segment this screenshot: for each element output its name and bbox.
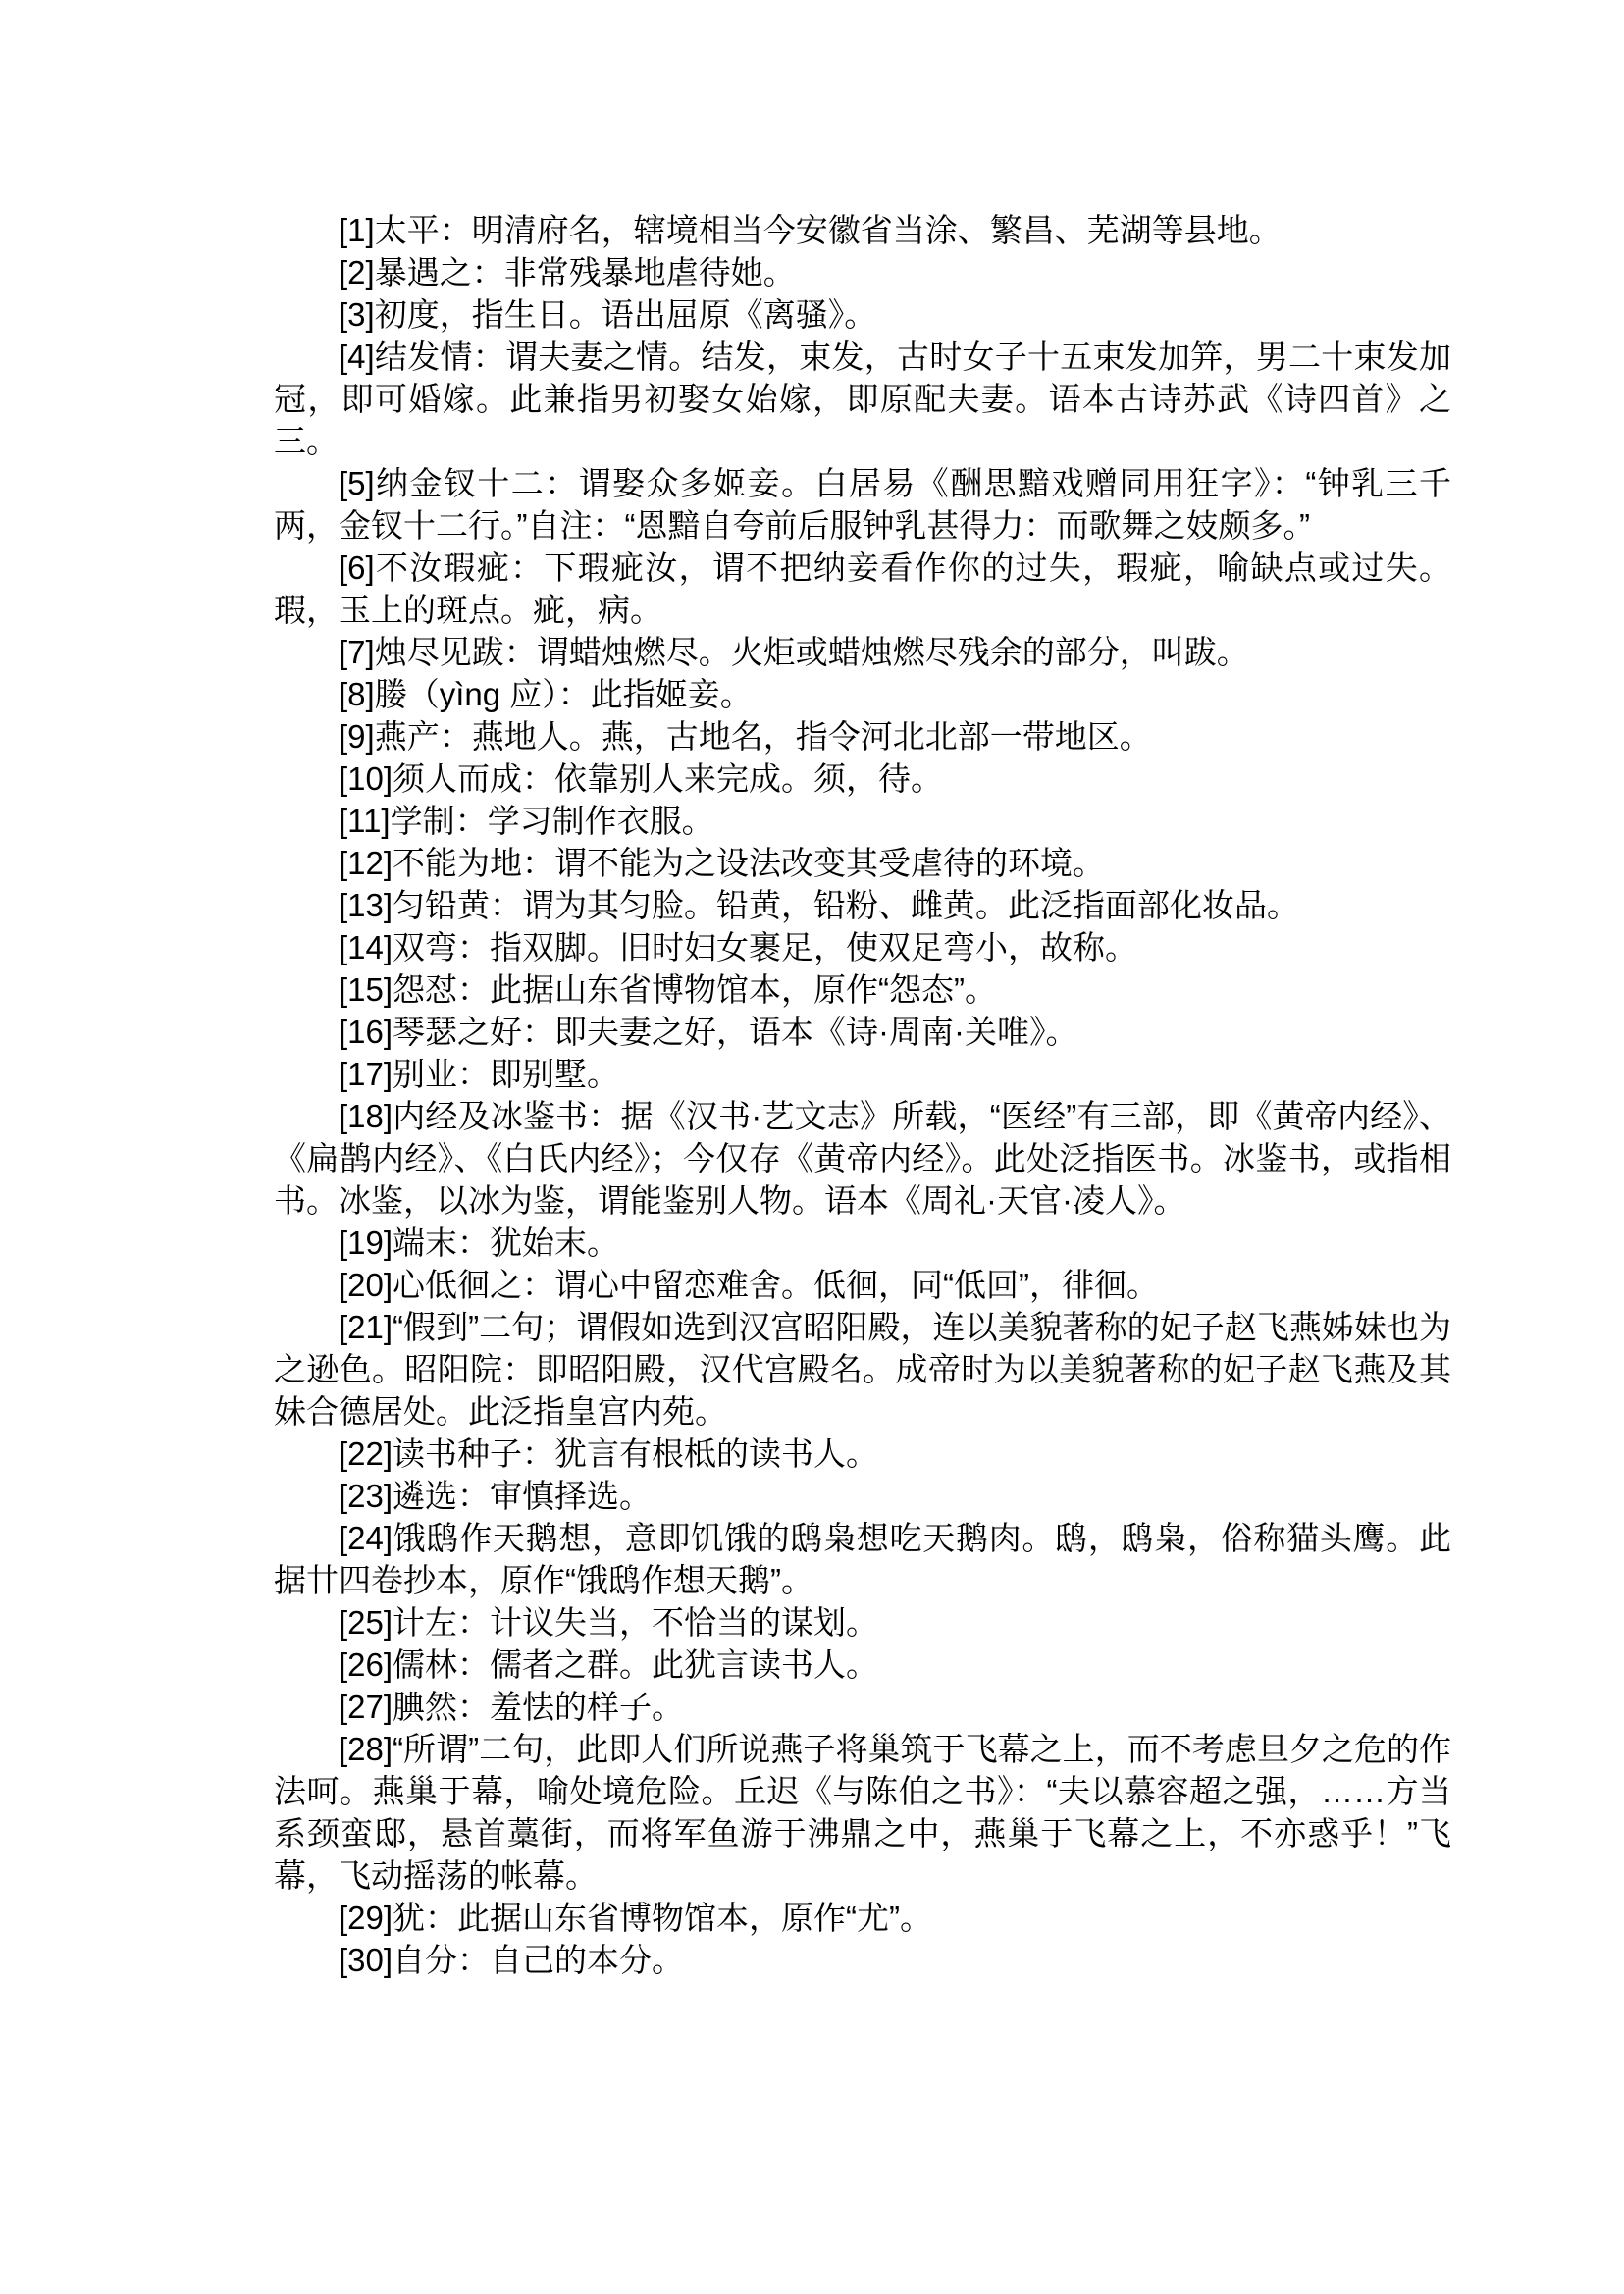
annotation-note-18: [18]内经及冰鉴书：据《汉书·艺文志》所载，“医经”有三部，即《黄帝内经》、《扁鹊内经》、《白氏内经》；今仅存《黄帝内经》。此处泛指医书。冰鉴书，或指相书。冰鉴，以冰为鉴，谓能鉴别人物。语本《周礼·天官·凌人》。 [274,1098,1451,1219]
annotation-note-15: [15]怨怼：此据山东省博物馆本，原作“怨态”。 [339,971,998,1008]
annotation-note-8: [8]媵（yìng 应）：此指姬妾。 [339,676,753,712]
annotation-note-3: [3]初度，指生日。语出屈原《离骚》。 [339,296,877,333]
annotation-note-6: [6]不汝瑕疵：下瑕疵汝，谓不把纳妾看作你的过失，瑕疵，喻缺点或过失。瑕，玉上的斑点。疵，病。 [274,549,1451,628]
annotation-note-9: [9]燕产：燕地人。燕，古地名，指令河北北部一带地区。 [339,718,1152,755]
annotation-note-30: [30]自分：自己的本分。 [339,1942,685,1978]
annotation-note-20: [20]心低徊之：谓心中留恋难舍。低徊，同“低回”，徘徊。 [339,1267,1160,1303]
annotation-note-10: [10]须人而成：依靠别人来完成。须，待。 [339,760,944,797]
annotation-note-17: [17]别业：即别墅。 [339,1056,620,1092]
annotation-note-19: [19]端末：犹始末。 [339,1225,620,1261]
annotation-note-21: [21]“假到”二句；谓假如选到汉宫昭阳殿，连以美貌著称的妃子赵飞燕姊妹也为之逊色。昭阳院：即昭阳殿，汉代宫殿名。成帝时为以美貌著称的妃子赵飞燕及其妹合德居处。此泛指皇宫内苑。 [274,1309,1451,1430]
annotation-note-7: [7]烛尽见跋：谓蜡烛燃尽。火炬或蜡烛燃尽残余的部分，叫跋。 [339,634,1249,670]
annotation-note-24: [24]饿鸱作天鹅想，意即饥饿的鸱枭想吃天鹅肉。鸱，鸱枭，俗称猫头鹰。此据廿四卷抄本，原作“饿鸱作想天鹅”。 [274,1520,1451,1598]
annotation-note-13: [13]匀铅黄：谓为其匀脸。铅黄，铅粉、雌黄。此泛指面部化妆品。 [339,887,1300,923]
annotation-note-28: [28]“所谓”二句，此即人们所说燕子将巢筑于飞幕之上，而不考虑旦夕之危的作法呵。燕巢于幕，喻处境危险。丘迟《与陈伯之书》：“夫以慕容超之强，……方当系颈蛮邸，悬首藁街，而将军鱼游于沸鼎之中，燕巢于飞幕之上，不亦惑乎！”飞幕，飞动摇荡的帐幕。 [274,1731,1451,1894]
annotation-note-14: [14]双弯：指双脚。旧时妇女裹足，使双足弯小，故称。 [339,929,1138,965]
annotation-note-5: [5]纳金钗十二：谓娶众多姬妾。白居易《酬思黯戏赠同用狂字》：“钟乳三千两，金钗十二行。”自注：“恩黯自夸前后服钟乳甚得力：而歌舞之妓颇多。” [274,465,1451,544]
annotation-note-4: [4]结发情：谓夫妻之情。结发，束发，古时女子十五束发加笄，男二十束发加冠，即可婚嫁。此兼指男初娶女始嫁，即原配夫妻。语本古诗苏武《诗四首》之三。 [274,339,1451,459]
annotation-note-2: [2]暴遇之：非常残暴地虐待她。 [339,254,796,290]
annotation-note-16: [16]琴瑟之好：即夫妻之好，语本《诗·周南·关唯》。 [339,1014,1078,1050]
annotation-note-22: [22]读书种子：犹言有根柢的读书人。 [339,1435,879,1472]
annotation-note-1: [1]太平：明清府名，辖境相当今安徽省当涂、繁昌、芜湖等县地。 [339,212,1282,248]
annotation-note-12: [12]不能为地：谓不能为之设法改变其受虐待的环境。 [339,845,1106,881]
annotation-note-27: [27]腆然：羞怯的样子。 [339,1689,685,1725]
annotation-note-29: [29]犹：此据山东省博物馆本，原作“尤”。 [339,1900,933,1936]
annotation-note-26: [26]儒林：儒者之群。此犹言读书人。 [339,1646,879,1683]
annotation-note-11: [11]学制：学习制作衣服。 [339,803,714,839]
annotation-note-25: [25]计左：计议失当，不恰当的谋划。 [339,1604,879,1641]
annotation-note-23: [23]遴选：审慎择选。 [339,1478,653,1514]
